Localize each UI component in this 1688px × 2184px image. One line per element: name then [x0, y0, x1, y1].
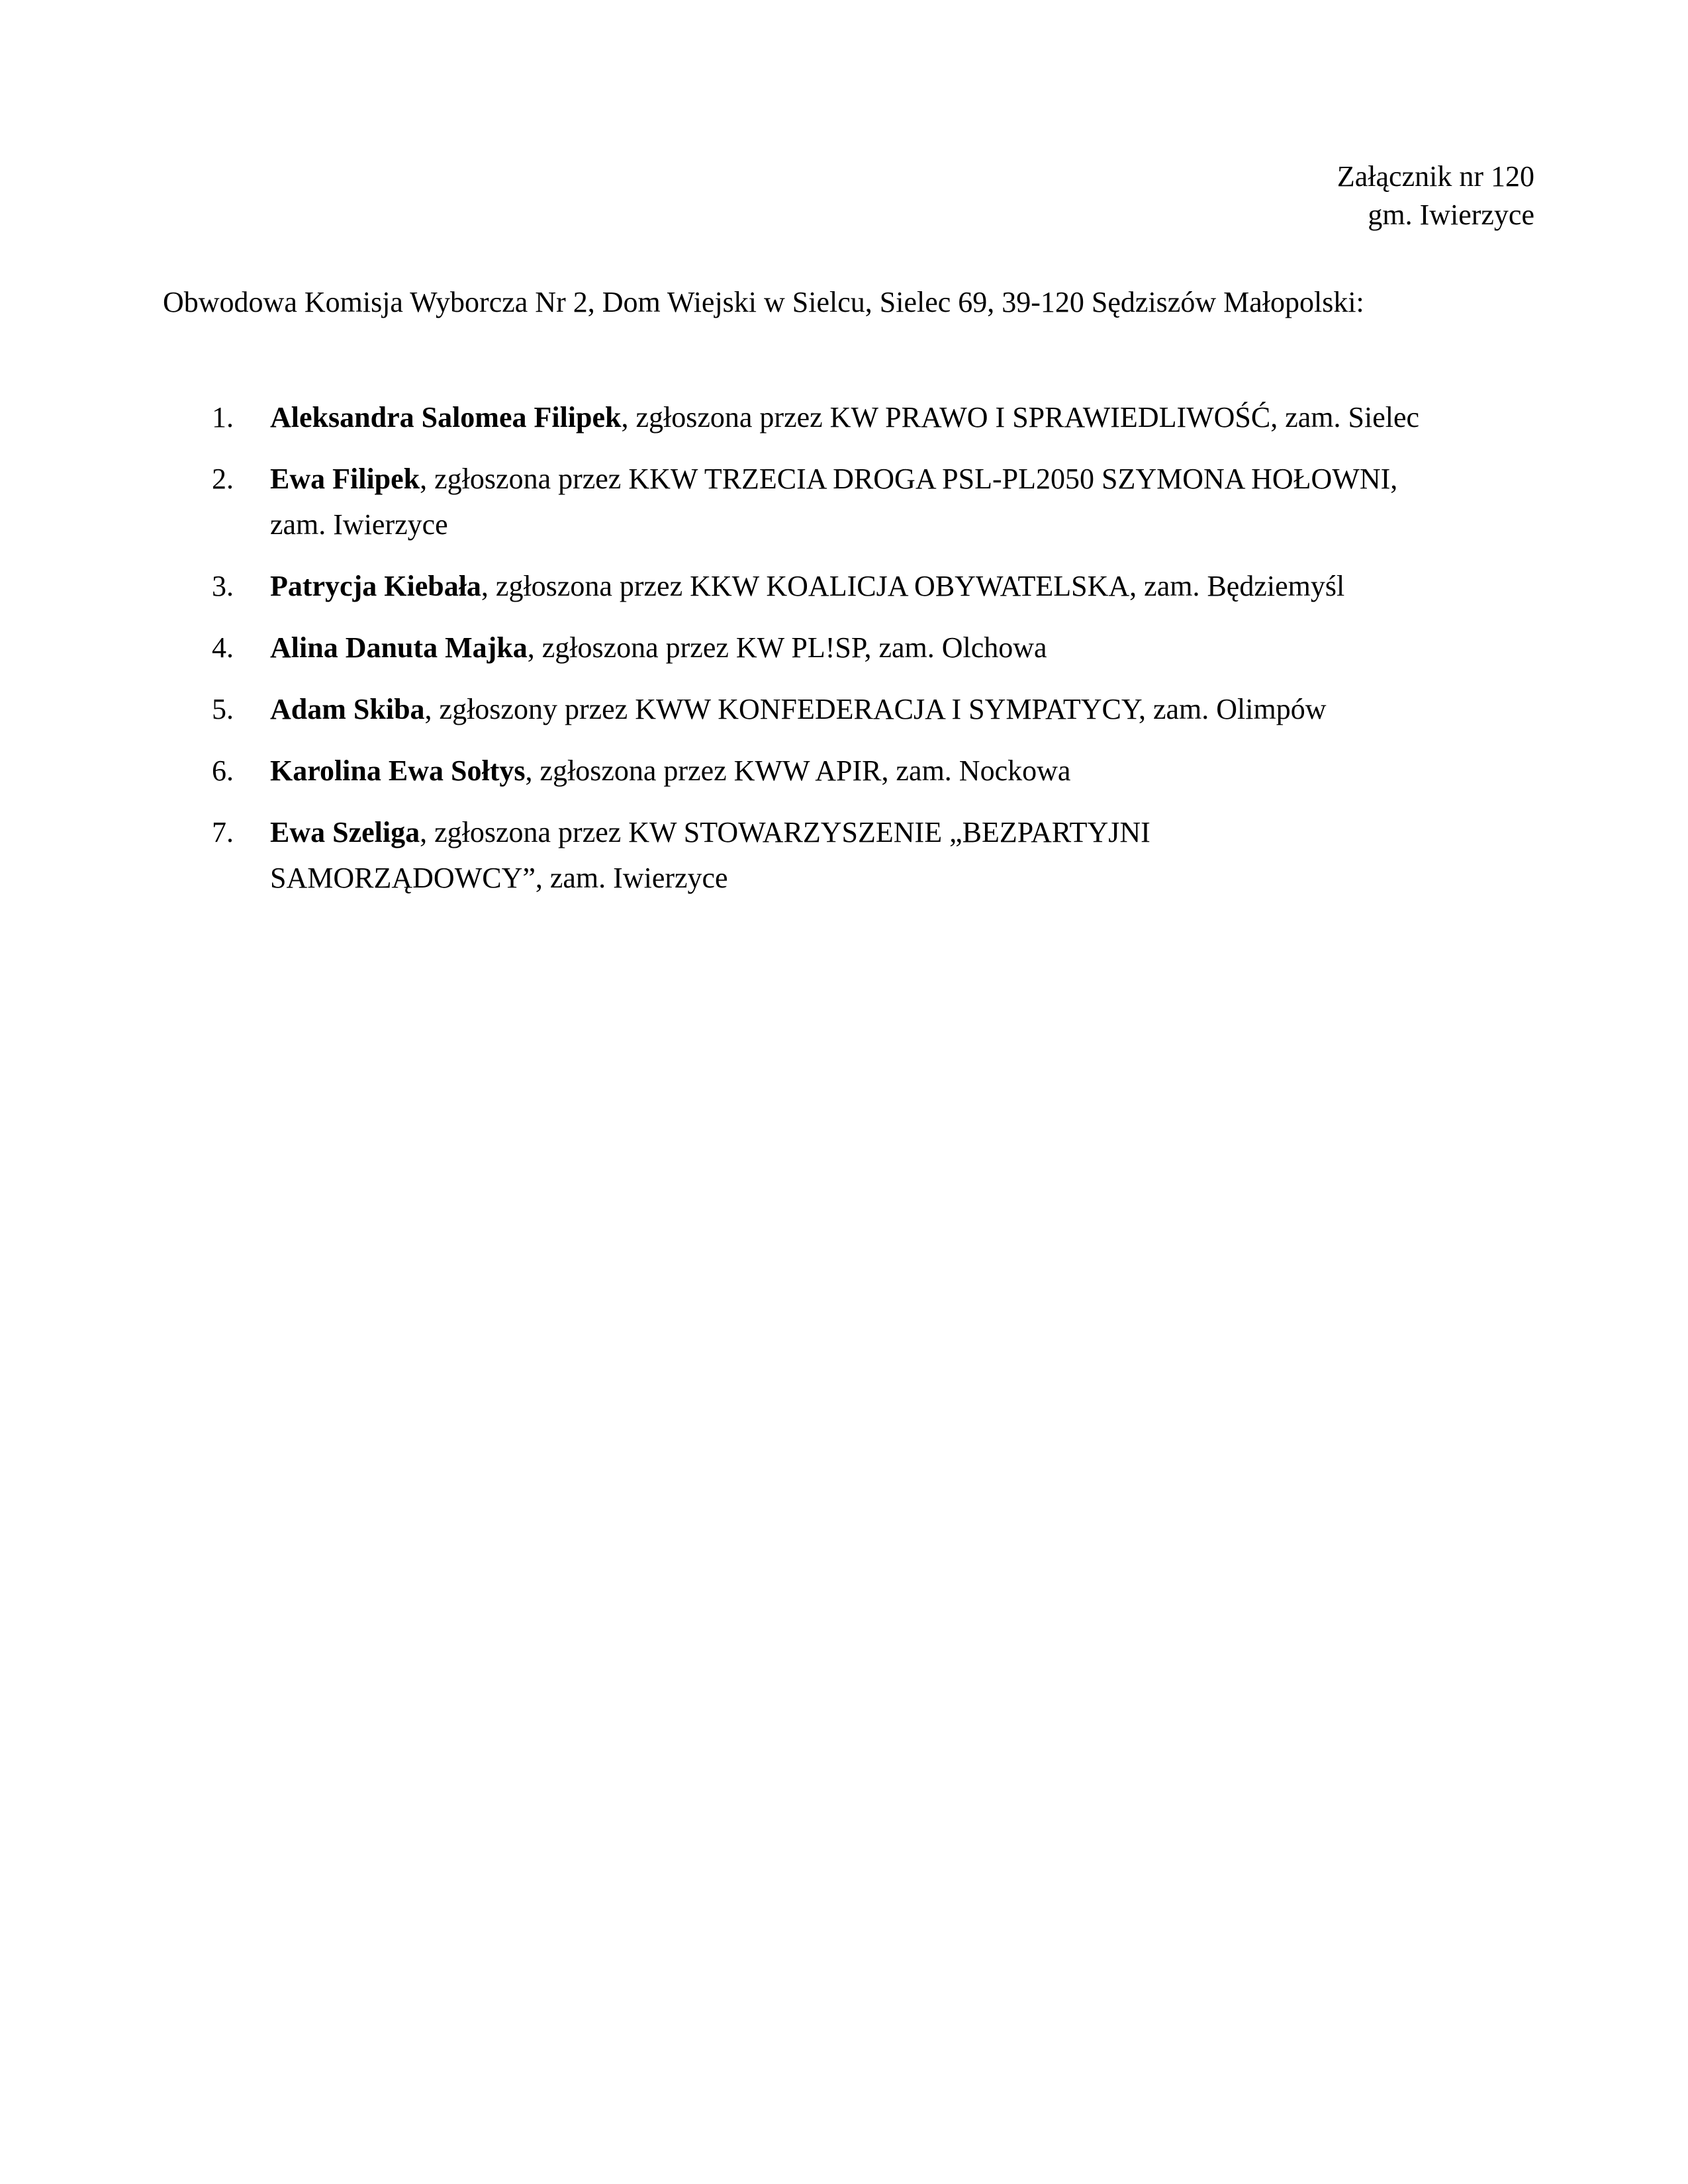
- member-number: 4.: [212, 631, 234, 664]
- member-item-6: [199, 748, 1509, 794]
- member-name: Karolina Ewa Sołtys: [270, 754, 526, 787]
- member-item-4: [199, 625, 1509, 670]
- member-details: , zgłoszona przez KW STOWARZYSZENIE „BEZPARTYJNI: [420, 816, 1150, 848]
- member-line-2: zam. Iwierzyce: [270, 508, 448, 541]
- member-line-1: [270, 748, 1509, 794]
- member-details: , zgłoszona przez KWW APIR, zam. Nockowa: [525, 754, 1071, 787]
- member-item-7: [199, 809, 1509, 901]
- member-item-1: [199, 394, 1509, 440]
- member-number: 6.: [212, 754, 234, 787]
- member-item-3: [199, 563, 1509, 609]
- member-name: Ewa Filipek: [270, 463, 420, 495]
- member-details: , zgłoszona przez KKW KOALICJA OBYWATELSKA, zam. Będziemyśl: [481, 570, 1345, 602]
- member-name: Alina Danuta Majka: [270, 631, 528, 664]
- member-details: , zgłoszona przez KW PL!SP, zam. Olchowa: [527, 631, 1047, 664]
- attachment-number: Załącznik nr 120: [1336, 160, 1534, 193]
- member-name: Adam Skiba: [270, 693, 425, 725]
- member-line-2: SAMORZĄDOWCY”, zam. Iwierzyce: [270, 862, 728, 894]
- member-line-1: [270, 456, 1509, 502]
- members-list: [199, 394, 1509, 917]
- member-line-1: [270, 809, 1509, 855]
- member-number: 1.: [212, 401, 234, 433]
- member-line-1: [270, 563, 1509, 609]
- member-item-5: [199, 686, 1509, 732]
- member-number: 5.: [212, 693, 234, 725]
- member-line-1: [270, 686, 1509, 732]
- member-details: , zgłoszona przez KKW TRZECIA DROGA PSL-PL2050 SZYMONA HOŁOWNI,: [420, 463, 1398, 495]
- member-number: 2.: [212, 463, 234, 495]
- member-name: Ewa Szeliga: [270, 816, 420, 848]
- member-number: 3.: [212, 570, 234, 602]
- member-item-2: [199, 456, 1509, 547]
- municipality-name: gm. Iwierzyce: [1368, 199, 1534, 231]
- commission-description: Obwodowa Komisja Wyborcza Nr 2, Dom Wiejski w Sielcu, Sielec 69, 39-120 Sędziszów Małopolski:: [163, 286, 1364, 318]
- member-name: Patrycja Kiebała: [270, 570, 481, 602]
- member-name: Aleksandra Salomea Filipek: [270, 401, 622, 433]
- member-line-1: [270, 625, 1509, 670]
- member-details: , zgłoszona przez KW PRAWO I SPRAWIEDLIWOŚĆ, zam. Sielec: [621, 401, 1420, 433]
- member-number: 7.: [212, 816, 234, 848]
- member-line-1: [270, 394, 1509, 440]
- attachment-header: [1337, 158, 1534, 234]
- member-details: , zgłoszony przez KWW KONFEDERACJA I SYMPATYCY, zam. Olimpów: [424, 693, 1327, 725]
